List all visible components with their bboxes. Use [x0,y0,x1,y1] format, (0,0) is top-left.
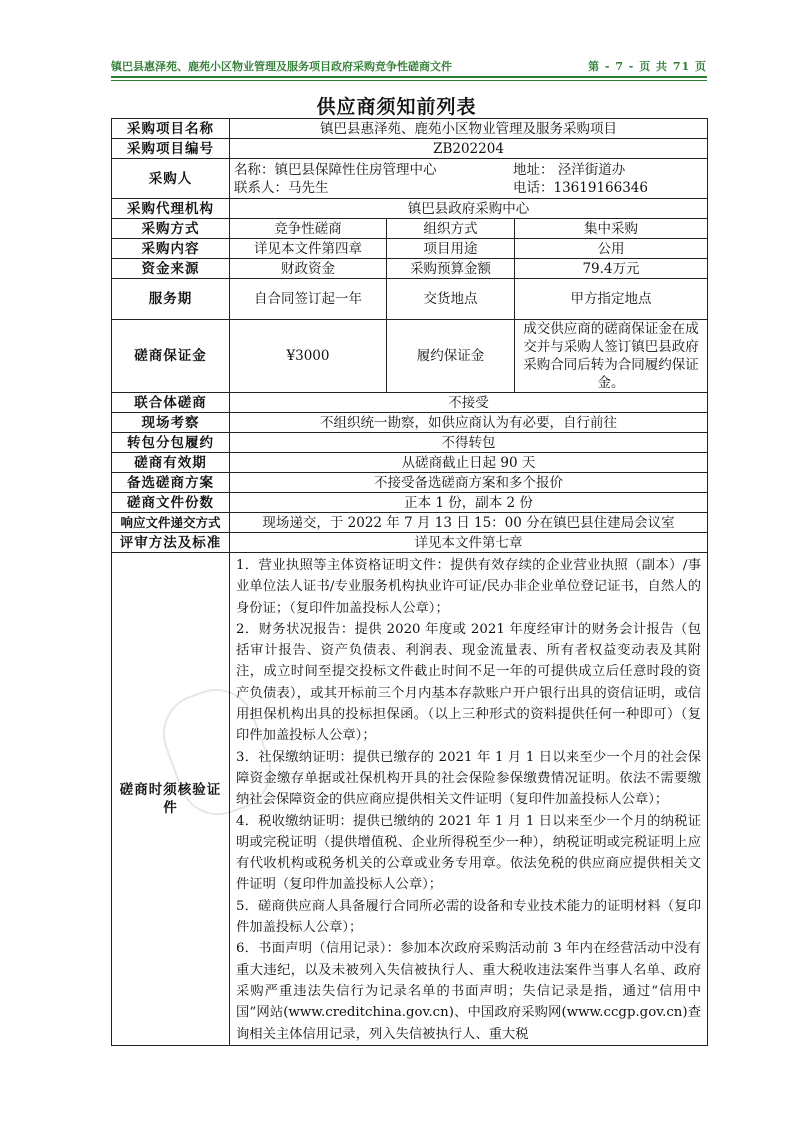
table-row [112,199,708,219]
alt-value: 不接受备选磋商方案和多个报价 [230,473,708,493]
row-label: 现场考察 [112,413,230,433]
buyer-info [230,159,708,199]
table-row [112,393,708,413]
row-label: 备选磋商方案 [112,473,230,493]
table-row [112,139,708,159]
table-row [112,513,708,533]
buyer-name: 名称：镇巴县保障性住房管理中心 [234,161,437,178]
verify-item: 6．书面声明（信用记录）：参加本次政府采购活动前 3 年内在经营活动中没有重大违纪，以及未被列入失信被执行人、重大税收违法案件当事人名单、政府采购严重违法失信行为记录名单的书面声明；失信记录是指，通过“信用中国”网站(www.creditchina.gov.cn)、中国政府采购网(www.ccgp.gov.cn)查询相关主体信用记录，列入失信被执行人、重大税 [236,941,701,1042]
verify-item: 2．财务状况报告：提供 2020 年度或 2021 年度经审计的财务会计报告（包括审计报告、资产负债表、利润表、现金流量表、所有者权益变动表及其附注，成立时间至提交投标文件截止时间不足一年的可提供成立后任意时段的资产负债表），或其开标前三个月内基本存款账户开户银行出具的资信证明，或信用担保机构出具的投标担保函。（以上三种形式的资料提供任何一种即可）（复印件加盖投标人公章）； [236,621,701,744]
project-name-value: 镇巴县惠泽苑、鹿苑小区物业管理及服务采购项目 [230,119,708,139]
row-label: 采购人 [112,159,230,199]
verify-item: 3．社保缴纳证明：提供已缴存的 2021 年 1 月 1 日以来至少一个月的社会保障资金缴存单据或社保机构开具的社会保险参保缴费情况证明。依法不需要缴纳社会保障资金的供应商应提供相关文件证明（复印件加盖投标人公章）； [236,749,701,808]
row-label: 资金来源 [112,259,230,279]
table-row [112,473,708,493]
row-label: 响应文件递交方式 [112,513,230,533]
page-header [111,58,707,78]
review-value: 详见本文件第七章 [230,533,708,553]
org-method-label: 组织方式 [387,219,515,239]
table-row [112,320,708,393]
header-project-title: 镇巴县惠泽苑、鹿苑小区物业管理及服务项目政府采购竞争性磋商文件 [111,60,452,73]
budget-label: 采购预算金额 [387,259,515,279]
budget-value: 79.4万元 [515,259,708,279]
row-label: 磋商保证金 [112,320,230,393]
agency-value: 镇巴县政府采购中心 [230,199,708,219]
supplier-notice-table [111,118,708,1046]
delivery-label: 交货地点 [387,279,515,320]
purpose-label: 项目用途 [387,239,515,259]
page-title: 供应商须知前列表 [316,96,477,118]
table-row [112,453,708,473]
org-method-value: 集中采购 [515,219,708,239]
content-value: 详见本文件第四章 [230,239,387,259]
table-row [112,493,708,513]
submit-value: 现场递交，于 2022 年 7 月 13 日 15：00 分在镇巴县住建局会议室 [230,513,708,533]
table-row [112,433,708,453]
buyer-phone: 电话：13619166346 [513,179,648,196]
delivery-value: 甲方指定地点 [515,279,708,320]
service-value: 自合同签订起一年 [230,279,387,320]
table-row [112,219,708,239]
verify-item: 5．磋商供应商人具备履行合同所必需的设备和专业技术能力的证明材料（复印件加盖投标人公章）； [236,898,701,936]
copies-value: 正本 1 份，副本 2 份 [230,493,708,513]
table-row [112,239,708,259]
consortium-value: 不接受 [230,393,708,413]
funds-value: 财政资金 [230,259,387,279]
table-row [112,279,708,320]
row-label: 转包分包履约 [112,433,230,453]
row-label: 评审方法及标准 [112,533,230,553]
row-label: 磋商有效期 [112,453,230,473]
project-no-value: ZB202204 [230,139,708,159]
row-label: 采购项目名称 [112,119,230,139]
table-row [112,159,708,199]
row-label: 联合体磋商 [112,393,230,413]
method-value: 竞争性磋商 [230,219,387,239]
table-row [112,413,708,433]
table-row [112,533,708,553]
performance-bond-value: 成交供应商的磋商保证金在成交并与采购人签订镇巴县政府采购合同后转为合同履约保证金。 [515,320,708,393]
row-label: 磋商时须核验证件 [112,553,230,1046]
row-label: 采购内容 [112,239,230,259]
row-label: 服务期 [112,279,230,320]
row-label: 采购项目编号 [112,139,230,159]
table-row [112,119,708,139]
deposit-value: ¥3000 [230,320,387,393]
buyer-contact: 联系人：马先生 [234,179,329,196]
table-row [112,553,708,1046]
buyer-address: 地址： 泾洋街道办 [513,161,626,178]
performance-bond-label: 履约保证金 [387,320,515,393]
site-value: 不组织统一勘察，如供应商认为有必要，自行前往 [230,413,708,433]
verify-item: 1．营业执照等主体资格证明文件：提供有效存续的企业营业执照（副本）/事业单位法人证书/专业服务机构执业许可证/民办非企业单位登记证书，自然人的身份证；（复印件加盖投标人公章）； [236,558,701,616]
verify-item: 4．税收缴纳证明：提供已缴纳的 2021 年 1 月 1 日以来至少一个月的纳税证明或完税证明（提供增值税、企业所得税至少一种），纳税证明或完税证明上应有代收机构或税务机关的公章或业务专用章。依法免税的供应商应提供相关文件证明（复印件加盖投标人公章）； [236,813,701,893]
subcontract-value: 不得转包 [230,433,708,453]
purpose-value: 公用 [515,239,708,259]
verify-items [230,553,708,1046]
validity-value: 从磋商截止日起 90 天 [230,453,708,473]
header-page-number: 第 - 7 - 页 共 71 页 [588,60,707,73]
row-label: 磋商文件份数 [112,493,230,513]
row-label: 采购方式 [112,219,230,239]
row-label: 采购代理机构 [112,199,230,219]
table-row [112,259,708,279]
header-rule [111,80,707,81]
